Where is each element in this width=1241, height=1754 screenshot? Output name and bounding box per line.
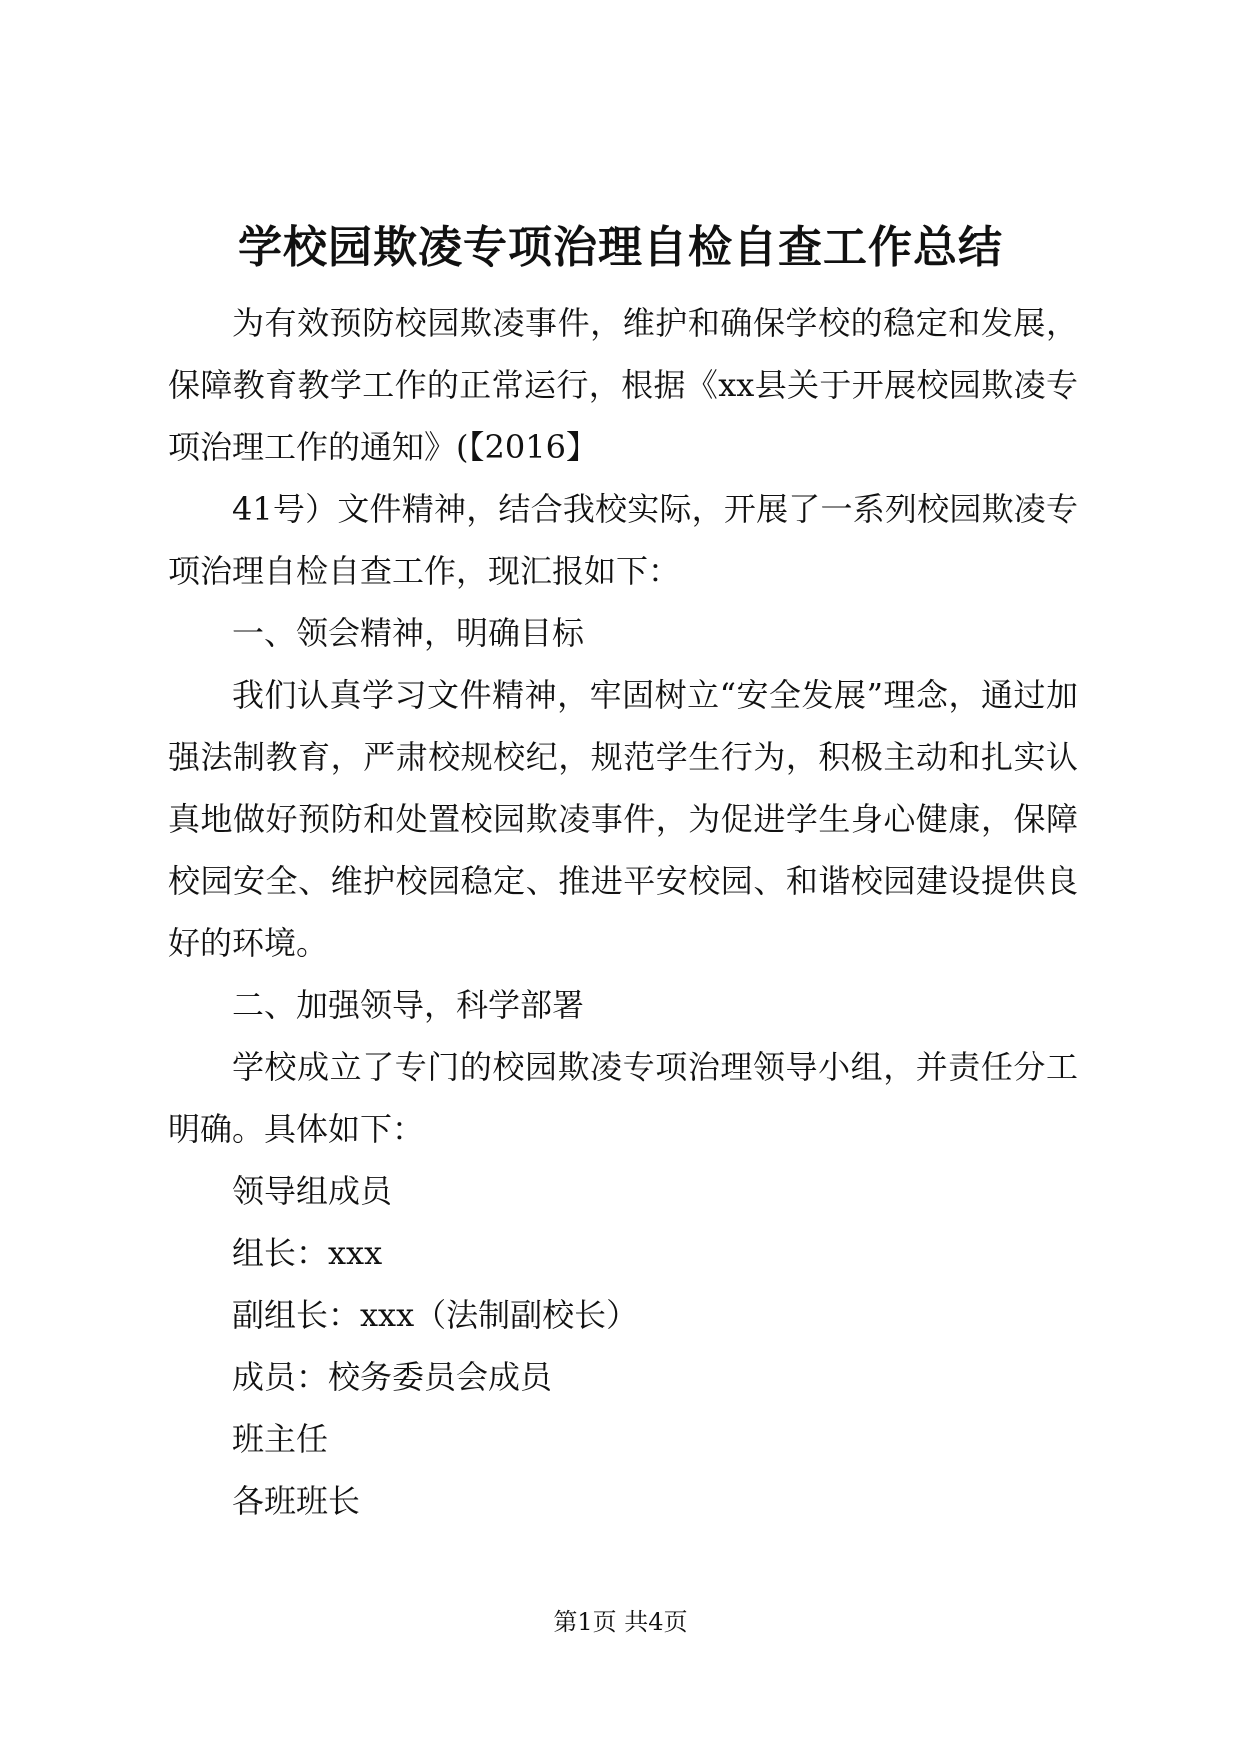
document-title: 学校园欺凌专项治理自检自查工作总结 [238,222,1003,273]
section-heading-1: 一、领会精神，明确目标 [232,614,585,652]
leadership-group-label: 领导组成员 [232,1172,393,1210]
page-number-footer: 第1页 共4页 [553,1608,688,1636]
paragraph-section-2: 学校成立了专门的校园欺凌专项治理领导小组，并责任分工明确。具体如下： [168,1048,1078,1148]
group-leader: 组长：xxx [232,1234,383,1272]
paragraph-intro-continued: 41号）文件精神，结合我校实际，开展了一系列校园欺凌专项治理自检自查工作，现汇报如下： [168,490,1078,590]
section-heading-2: 二、加强领导，科学部署 [232,986,585,1024]
class-monitors: 各班班长 [232,1482,361,1520]
paragraph-intro: 为有效预防校园欺凌事件，维护和确保学校的稳定和发展，保障教育教学工作的正常运行，根据《xx县关于开展校园欺凌专项治理工作的通知》(【2016】 [168,304,1078,466]
group-members: 成员：校务委员会成员 [232,1358,553,1396]
deputy-group-leader: 副组长：xxx（法制副校长） [232,1296,639,1334]
paragraph-section-1: 我们认真学习文件精神，牢固树立“安全发展”理念，通过加强法制教育，严肃校规校纪，规范学生行为，积极主动和扎实认真地做好预防和处置校园欺凌事件，为促进学生身心健康，保障校园安全、维护校园稳定、推进平安校园、和谐校园建设提供良好的环境。 [168,676,1078,962]
class-teachers: 班主任 [232,1420,329,1458]
document-body [168,292,1078,1532]
